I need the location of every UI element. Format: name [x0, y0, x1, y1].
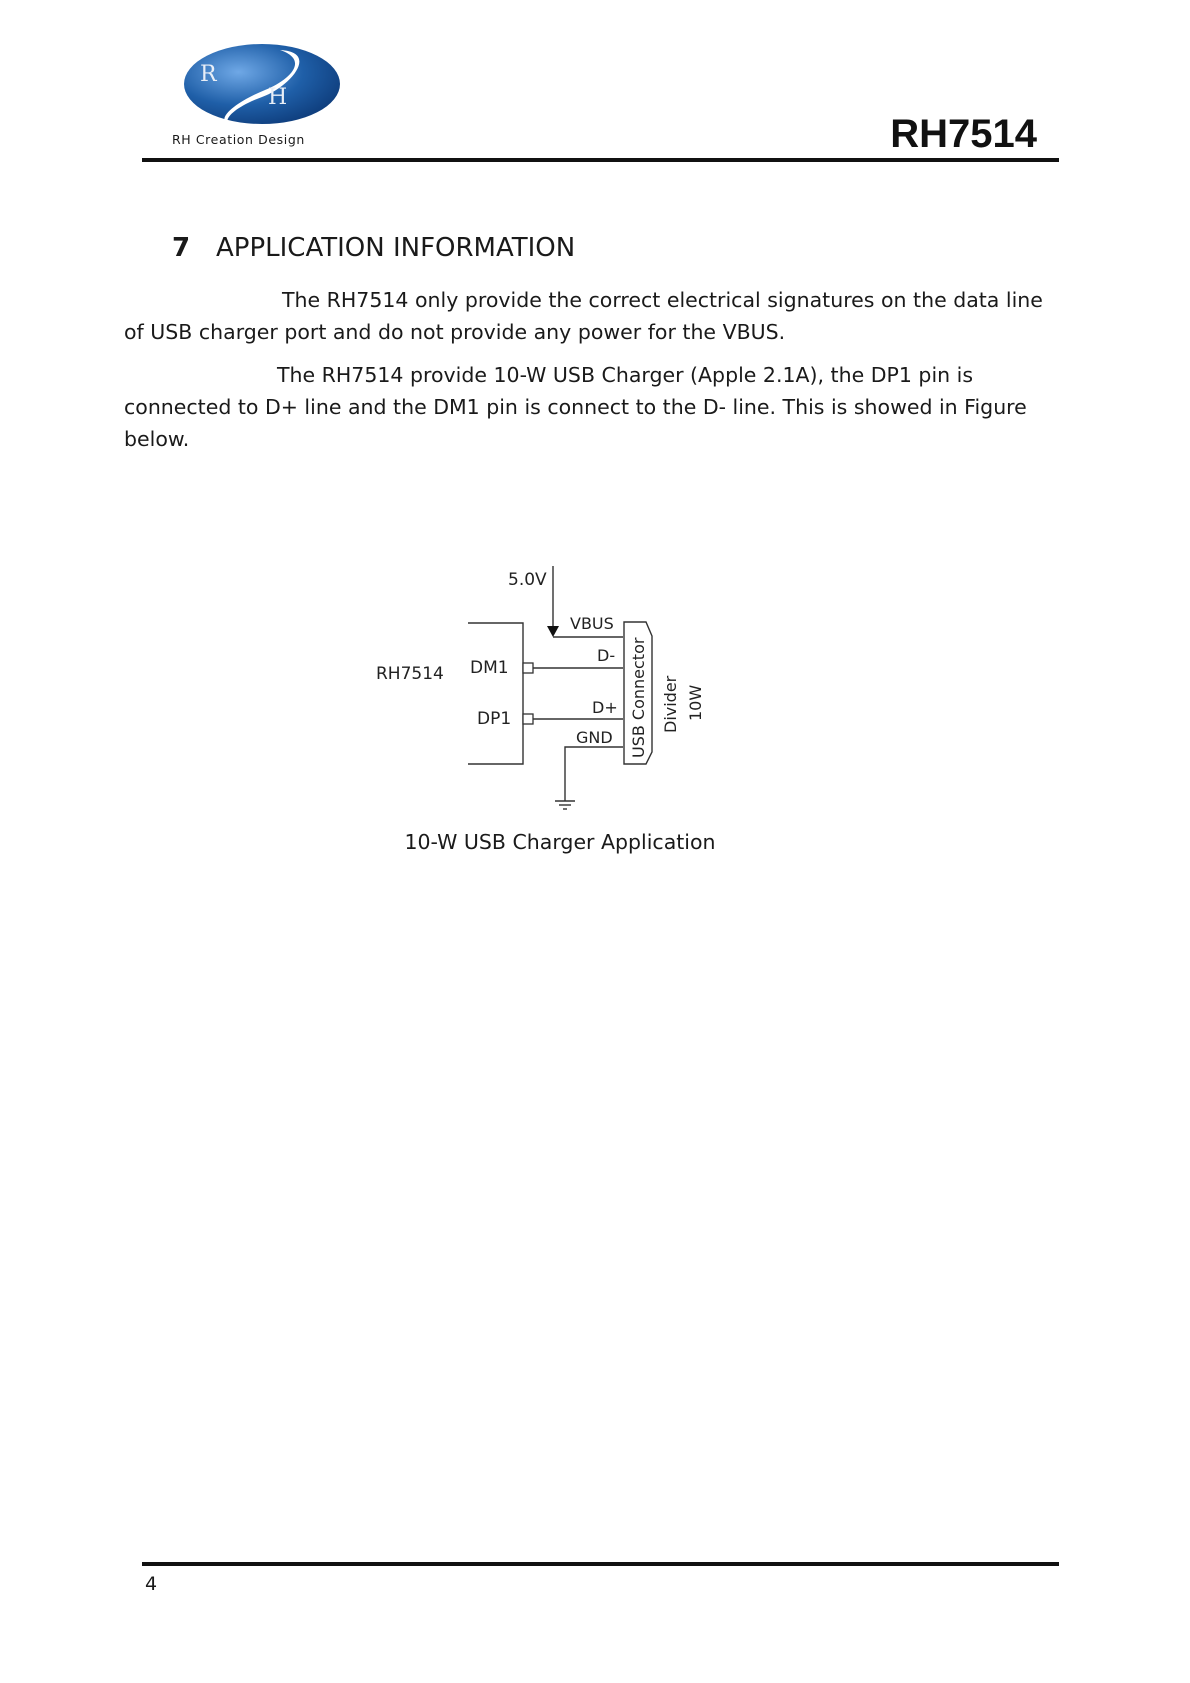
- supply-arrow: [547, 626, 559, 637]
- circuit-diagram: [360, 556, 740, 826]
- supply-label: 5.0V: [508, 570, 547, 590]
- part-number: RH7514: [890, 112, 1037, 156]
- page-number: 4: [145, 1573, 158, 1595]
- section-title: APPLICATION INFORMATION: [216, 233, 576, 263]
- chip-outline: [468, 623, 523, 764]
- paragraph-1-text: The RH7514 only provide the correct electrical signatures on the data line of USB charger port and do not provide any power for the VBUS.: [124, 288, 1043, 344]
- dplus-label: D+: [592, 698, 618, 717]
- logo-letter-h: H: [268, 85, 288, 110]
- vbus-label: VBUS: [570, 614, 614, 633]
- chip-label: RH7514: [376, 664, 444, 684]
- pin-dm1: [523, 663, 533, 673]
- section-heading: [172, 233, 575, 263]
- paragraph-2-text: The RH7514 provide 10-W USB Charger (Apple 2.1A), the DP1 pin is connected to D+ line and the DM1 pin is connect to the D- line. This is showed in Figure below.: [124, 363, 1027, 451]
- figure-caption: 10-W USB Charger Application: [404, 830, 716, 854]
- header-rule: [142, 158, 1059, 162]
- pin-dp1-label: DP1: [477, 709, 512, 729]
- paragraph-2: [124, 359, 1064, 455]
- dminus-label: D-: [597, 646, 616, 665]
- gnd-label: GND: [576, 728, 613, 747]
- usb-connector-label: USB Connector: [629, 637, 648, 758]
- footer-rule: [142, 1562, 1059, 1566]
- divider-label: Divider: [661, 675, 680, 733]
- divider-power-label: 10W: [686, 684, 705, 721]
- gnd-line: [565, 747, 623, 801]
- logo-tagline: RH Creation Design: [172, 132, 305, 147]
- pin-dp1: [523, 714, 533, 724]
- pin-dm1-label: DM1: [470, 658, 509, 678]
- logo-letter-r: R: [200, 62, 217, 87]
- section-number: 7: [172, 233, 191, 263]
- paragraph-1: [124, 284, 1064, 348]
